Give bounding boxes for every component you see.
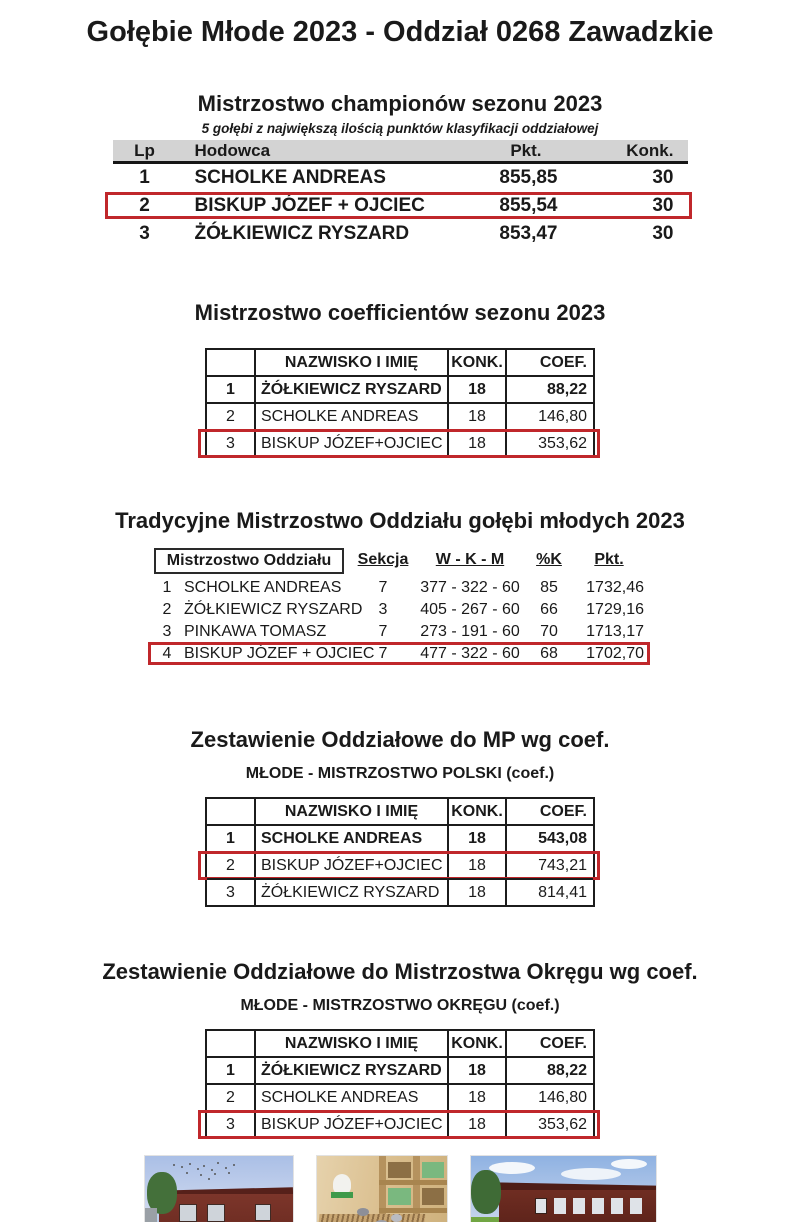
cell-pkt: 1729,16 xyxy=(586,601,644,618)
cell-pkt: 855,85 xyxy=(499,167,558,188)
cell-pkt: 1702,70 xyxy=(586,645,644,662)
photo1-fence xyxy=(145,1208,157,1222)
cell-lp: 1 xyxy=(226,1062,235,1079)
cell-coef: 353,62 xyxy=(505,1112,593,1137)
cell-lp: 3 xyxy=(226,435,235,452)
column-header-sekcja: Sekcja xyxy=(357,551,409,568)
cell-konk: 18 xyxy=(447,853,505,878)
cell-name: SCHOLKE ANDREAS xyxy=(254,1085,447,1110)
cell-konk: 30 xyxy=(652,223,674,244)
column-header-coef: COEF. xyxy=(505,799,593,824)
column-header-hodowca: Hodowca xyxy=(194,141,271,160)
photo2-water-fountain xyxy=(333,1174,351,1194)
cell-konk: 18 xyxy=(447,1085,505,1110)
column-header-lp: Lp xyxy=(134,141,155,160)
section4-subtitle: MŁODE - MISTRZOSTWO POLSKI (coef.) xyxy=(245,765,555,782)
photo-loft-exterior-long xyxy=(470,1155,657,1222)
cell-rank-and-name xyxy=(154,577,352,599)
cell-wkm: 477 - 322 - 60 xyxy=(420,645,520,662)
cell-name: BISKUP JÓZEF+OJCIEC xyxy=(254,853,447,878)
section1-subtitle: 5 gołębi z największą ilością punktów klasyfikacji oddziałowej xyxy=(201,121,599,136)
column-header-wkm: W - K - M xyxy=(435,551,505,568)
cell-coef: 146,80 xyxy=(505,404,593,429)
photo3-building xyxy=(499,1190,656,1222)
column-header-empty xyxy=(207,350,254,375)
section2-title: Mistrzostwo coefficientów sezonu 2023 xyxy=(194,300,606,325)
photo2-grid-floor xyxy=(316,1214,426,1222)
traditional-table-header xyxy=(154,548,646,574)
column-header-nazwisko: NAZWISKO I IMIĘ xyxy=(254,350,447,375)
champions-table-header xyxy=(113,140,688,164)
cell-lp: 2 xyxy=(226,857,235,874)
cell-pkt: 1713,17 xyxy=(586,623,644,640)
column-header-konk: Konk. xyxy=(626,141,674,160)
cell-coef: 88,22 xyxy=(505,377,593,402)
cell-konk: 30 xyxy=(652,167,674,188)
champions-table xyxy=(113,140,688,248)
table-row xyxy=(154,599,646,621)
cell-pk: 70 xyxy=(540,623,558,640)
column-header-coef: COEF. xyxy=(505,1031,593,1056)
section5-subtitle: MŁODE - MISTRZOSTWO OKRĘGU (coef.) xyxy=(240,997,560,1014)
cell-name: SCHOLKE ANDREAS xyxy=(254,404,447,429)
table-row xyxy=(207,878,593,905)
cell-name: BISKUP JÓZEF+OJCIEC xyxy=(254,1112,447,1137)
photo2-shelf xyxy=(379,1208,447,1213)
photo3-cloud xyxy=(561,1168,621,1180)
cell-lp: 1 xyxy=(139,167,150,188)
cell-coef: 543,08 xyxy=(505,826,593,851)
cell-konk: 18 xyxy=(447,1058,505,1083)
photo2-pigeon xyxy=(357,1208,369,1216)
photo3-cloud xyxy=(611,1159,647,1169)
cell-sekcja: 7 xyxy=(378,579,388,596)
cell-lp: 3 xyxy=(162,623,172,640)
cell-name: BISKUP JÓZEF + OJCIEC xyxy=(184,645,375,662)
photo-loft-interior xyxy=(316,1155,448,1222)
photo2-nest-box xyxy=(388,1188,411,1205)
cell-pkt: 853,47 xyxy=(499,223,558,244)
cell-pk: 66 xyxy=(540,601,558,618)
table-row xyxy=(207,1110,593,1137)
table-row xyxy=(113,192,688,220)
cell-pkt: 855,54 xyxy=(499,195,558,216)
cell-name: ŻÓŁKIEWICZ RYSZARD xyxy=(254,1058,447,1083)
cell-lp: 2 xyxy=(226,408,235,425)
column-header-mistrzostwo-oddzialu: Mistrzostwo Oddziału xyxy=(154,548,344,574)
cell-lp: 2 xyxy=(226,1089,235,1106)
cell-name: SCHOLKE ANDREAS xyxy=(254,826,447,851)
photo-strip xyxy=(0,1155,800,1222)
photo2-fountain-base xyxy=(331,1192,353,1198)
cell-rank-and-name xyxy=(154,599,363,621)
cell-lp: 3 xyxy=(226,884,235,901)
cell-name: ŻÓŁKIEWICZ RYSZARD xyxy=(254,377,447,402)
cell-wkm: 273 - 191 - 60 xyxy=(420,623,520,640)
cell-name: ŻÓŁKIEWICZ RYSZARD xyxy=(254,880,447,905)
cell-name: BISKUP JÓZEF+OJCIEC xyxy=(254,431,447,456)
cell-rank-and-name xyxy=(154,621,352,643)
photo2-pigeon xyxy=(391,1214,402,1222)
column-header-nazwisko: NAZWISKO I IMIĘ xyxy=(254,1031,447,1056)
cell-name: PINKAWA TOMASZ xyxy=(184,623,327,640)
cell-konk: 18 xyxy=(447,377,505,402)
cell-konk: 18 xyxy=(447,880,505,905)
cell-konk: 18 xyxy=(447,431,505,456)
cell-name: BISKUP JÓZEF + OJCIEC xyxy=(194,195,425,216)
table-row xyxy=(154,577,646,599)
column-header-konk: KONK. xyxy=(447,350,505,375)
cell-coef: 814,41 xyxy=(505,880,593,905)
photo3-trees xyxy=(471,1170,501,1214)
photo2-nest-box xyxy=(388,1162,411,1178)
cell-coef: 743,21 xyxy=(505,853,593,878)
cell-wkm: 377 - 322 - 60 xyxy=(420,579,520,596)
photo2-shelf xyxy=(379,1180,447,1185)
cell-rank-and-name xyxy=(154,643,375,665)
table-row xyxy=(154,643,646,665)
cell-sekcja: 3 xyxy=(378,601,388,618)
photo1-window xyxy=(207,1204,225,1222)
cell-coef: 353,62 xyxy=(505,431,593,456)
photo2-nest-box xyxy=(422,1162,444,1178)
cell-name: ŻÓŁKIEWICZ RYSZARD xyxy=(194,223,410,244)
cell-pk: 85 xyxy=(540,579,558,596)
table-row xyxy=(113,164,688,192)
cell-lp: 1 xyxy=(226,830,235,847)
table-row xyxy=(207,429,593,456)
table-row xyxy=(113,220,688,248)
traditional-championship-table xyxy=(154,548,646,665)
photo1-window xyxy=(179,1204,197,1222)
okreg-coef-table xyxy=(205,1029,595,1139)
table-row xyxy=(207,1083,593,1110)
section4-title: Zestawienie Oddziałowe do MP wg coef. xyxy=(190,727,610,752)
page-title: Gołębie Młode 2023 - Oddział 0268 Zawadzkie xyxy=(86,16,714,48)
cell-coef: 88,22 xyxy=(505,1058,593,1083)
table-row xyxy=(154,621,646,643)
cell-lp: 4 xyxy=(162,645,172,662)
column-header-coef: COEF. xyxy=(505,350,593,375)
table-row xyxy=(207,824,593,851)
column-header-empty xyxy=(207,1031,254,1056)
section3-title: Tradycyjne Mistrzostwo Oddziału gołębi młodych 2023 xyxy=(115,508,685,533)
cell-pkt: 1732,46 xyxy=(586,579,644,596)
photo-loft-exterior-flock xyxy=(144,1155,294,1222)
cell-sekcja: 7 xyxy=(378,645,388,662)
cell-konk: 30 xyxy=(652,195,674,216)
table-row xyxy=(207,402,593,429)
cell-lp: 2 xyxy=(162,601,172,618)
cell-konk: 18 xyxy=(447,404,505,429)
coefficients-table xyxy=(205,348,595,458)
cell-name: ŻÓŁKIEWICZ RYSZARD xyxy=(184,601,363,618)
cell-lp: 1 xyxy=(226,381,235,398)
cell-lp: 3 xyxy=(139,223,150,244)
mp-coef-table xyxy=(205,797,595,907)
column-header-pkt: Pkt. xyxy=(510,141,542,160)
mp-table-header xyxy=(207,799,593,824)
column-header-nazwisko: NAZWISKO I IMIĘ xyxy=(254,799,447,824)
table-row xyxy=(207,1056,593,1083)
column-header-konk: KONK. xyxy=(447,799,505,824)
column-header-empty xyxy=(207,799,254,824)
cell-pk: 68 xyxy=(540,645,558,662)
coefficients-table-header xyxy=(207,350,593,375)
photo3-cloud xyxy=(489,1162,535,1174)
cell-wkm: 405 - 267 - 60 xyxy=(420,601,520,618)
table-row xyxy=(207,375,593,402)
cell-name: SCHOLKE ANDREAS xyxy=(184,579,342,596)
cell-lp: 1 xyxy=(162,579,172,596)
photo1-pigeon-flock xyxy=(173,1164,175,1166)
cell-konk: 18 xyxy=(447,826,505,851)
cell-coef: 146,80 xyxy=(505,1085,593,1110)
cell-sekcja: 7 xyxy=(378,623,388,640)
table-row xyxy=(207,851,593,878)
column-header-pkt: Pkt. xyxy=(594,551,624,568)
photo2-nest-box xyxy=(422,1188,444,1205)
cell-lp: 3 xyxy=(226,1116,235,1133)
column-header-pk: %K xyxy=(536,551,562,568)
photo1-window xyxy=(255,1204,271,1221)
section1-title: Mistrzostwo championów sezonu 2023 xyxy=(197,91,603,116)
photo3-window-row xyxy=(535,1198,547,1214)
cell-name: SCHOLKE ANDREAS xyxy=(194,167,386,188)
section5-title: Zestawienie Oddziałowe do Mistrzostwa Okręgu wg coef. xyxy=(102,959,698,984)
cell-lp: 2 xyxy=(139,195,150,216)
cell-konk: 18 xyxy=(447,1112,505,1137)
column-header-konk: KONK. xyxy=(447,1031,505,1056)
okreg-table-header xyxy=(207,1031,593,1056)
